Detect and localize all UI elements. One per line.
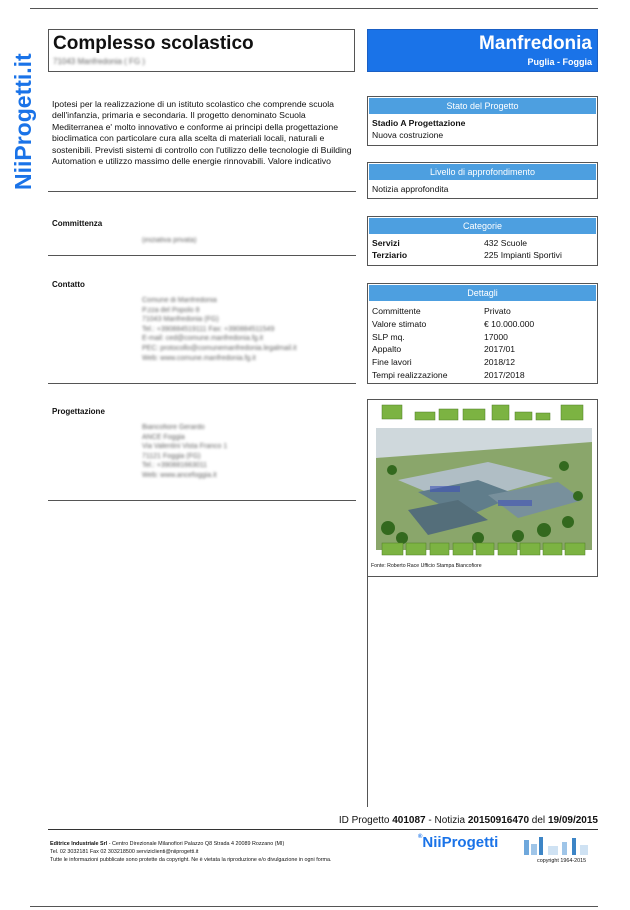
progettazione-details (142, 423, 227, 481)
registered-mark: ® (418, 834, 423, 840)
dettaglio-value: 2017/01 (484, 344, 516, 355)
dettaglio-key: Tempi realizzazione (372, 369, 448, 380)
dettagli-header: Dettagli (368, 284, 597, 302)
dettaglio-key: Committente (372, 306, 421, 316)
publisher-info (50, 840, 390, 864)
livello-panel (367, 162, 598, 199)
footer-logo-text: NiiProgetti (422, 834, 499, 851)
contatto-line: E-mail: ced@comune.manfredonia.fg.it (142, 335, 264, 343)
categorie-panel (367, 216, 598, 266)
categoria-value: 225 Impianti Sportivi (484, 249, 562, 260)
dettaglio-key: Fine lavori (372, 357, 412, 368)
contatto-line: Tel.: +390884519111 Fax: +390884511549 (142, 325, 275, 333)
project-id-line (339, 815, 598, 826)
copyright-note: Tutte le informazioni pubblicate sono protette da copyright. Ne è vietata la riproduzione e/o divulgazione in ogni forma. (50, 857, 332, 863)
publisher-contacts: Tel. 02 3032181 Fax 02 303218500 serviziclienti@niiprogetti.it (50, 849, 199, 855)
dettaglio-value: 2018/12 (484, 357, 516, 368)
categoria-value: 432 Scuole (484, 238, 528, 248)
contatto-label: Contatto (52, 280, 85, 289)
progettazione-line: Via Valentini Vista Franco 1 (142, 443, 228, 451)
region-name: Puglia - Foggia (527, 57, 592, 67)
progettazione-label: Progettazione (52, 407, 105, 416)
city-box (367, 29, 598, 72)
contatto-line: 71043 Manfredonia (FG) (142, 316, 219, 324)
progettazione-line: ANCE Foggia (142, 433, 185, 441)
committenza-label: Committenza (52, 219, 103, 228)
dettaglio-key: Appalto (372, 344, 402, 355)
dettaglio-value: 2017/2018 (484, 369, 525, 380)
dettaglio-key: SLP mq. (372, 331, 405, 342)
progettazione-line: 71121 Foggia (FG) (142, 452, 201, 460)
contatto-line: PEC: protocollo@comunemanfredonia.legalmail.it (142, 344, 297, 352)
dettaglio-value: 17000 (484, 331, 508, 342)
stato-type: Nuova costruzione (372, 129, 444, 140)
dettaglio-row (372, 343, 593, 356)
notizia-value: 20150916470 (467, 815, 530, 826)
dettaglio-row (372, 369, 593, 382)
livello-value: Notizia approfondita (372, 184, 449, 194)
footer-logo (418, 834, 498, 851)
dettaglio-row (372, 356, 593, 369)
dettaglio-value: Privato (484, 306, 511, 316)
categorie-header: Categorie (368, 217, 597, 235)
dettagli-panel (367, 283, 598, 384)
committenza-value: (iniziativa privata) (142, 237, 197, 244)
notizia-label: - Notizia (428, 815, 466, 826)
dettaglio-key: Valore stimato (372, 318, 427, 329)
notizia-date: 19/09/2015 (547, 815, 598, 826)
vertical-logo-text: NiiProgetti.it (10, 53, 36, 190)
niiprogetti-vertical-logo (6, 30, 40, 190)
project-image-frame (367, 399, 598, 577)
categoria-row (372, 250, 593, 262)
id-label: ID Progetto (338, 815, 390, 826)
categoria-key: Terziario (372, 249, 408, 260)
copyright-text: copyright 1964-2015 (537, 858, 587, 864)
skyline-icon (522, 834, 598, 856)
publisher-address: - Centro Direzionale Milanofiori Palazzo Q8 Strada 4 20089 Rozzano (MI) (107, 841, 285, 847)
contatto-line: P.zza del Popolo 8 (142, 306, 200, 314)
del-label: del (531, 815, 546, 826)
contatto-line: Web: www.comune.manfredonia.fg.it (142, 354, 256, 362)
progettazione-line: Web: www.ancefoggia.it (142, 471, 217, 479)
id-value: 401087 (392, 815, 426, 826)
livello-header: Livello di approfondimento (368, 163, 597, 181)
dettaglio-row (372, 331, 593, 344)
project-title-box (48, 29, 355, 72)
stato-stage: Stadio A Progettazione (372, 118, 466, 128)
progettazione-line: Biancofiore Gerardo (142, 424, 205, 431)
stato-panel (367, 96, 598, 146)
project-title: Complesso scolastico (53, 33, 254, 54)
city-name: Manfredonia (479, 33, 592, 54)
contatto-line: Comune di Manfredonia (142, 297, 217, 304)
categoria-key: Servizi (372, 238, 400, 248)
progettazione-line: Tel.: +390881663011 (142, 462, 208, 470)
stato-header: Stato del Progetto (368, 97, 597, 115)
project-description: Ipotesi per la realizzazione di un istituto scolastico che comprende scuola dell'infanzia, primaria e secondaria. Il progetto denominato Scuola Mediterranea e' molto innovativo e conforme ai principi della progettazione bioclimatica con particolare cura alla scelta di materiali locali, naturali e sostenibili. Previsti sistemi di controllo con l'utilizzo delle tecnologie di Building Automation e utilizzo massimo delle energie rinnovabili. Valore indicativo (52, 99, 352, 167)
project-location: 71043 Manfredonia ( FG ) (53, 57, 146, 66)
image-caption: Fonte: Roberto Race Ufficio Stampa Biancofiore (371, 563, 482, 569)
contatto-details (142, 296, 297, 363)
dettaglio-row (372, 305, 593, 318)
dettaglio-row (372, 318, 593, 331)
categoria-row (372, 238, 593, 250)
publisher-name: Editrice Industriale Srl (50, 841, 108, 847)
dettaglio-value: € 10.000.000 (484, 318, 535, 329)
project-rendering-image (368, 400, 597, 576)
